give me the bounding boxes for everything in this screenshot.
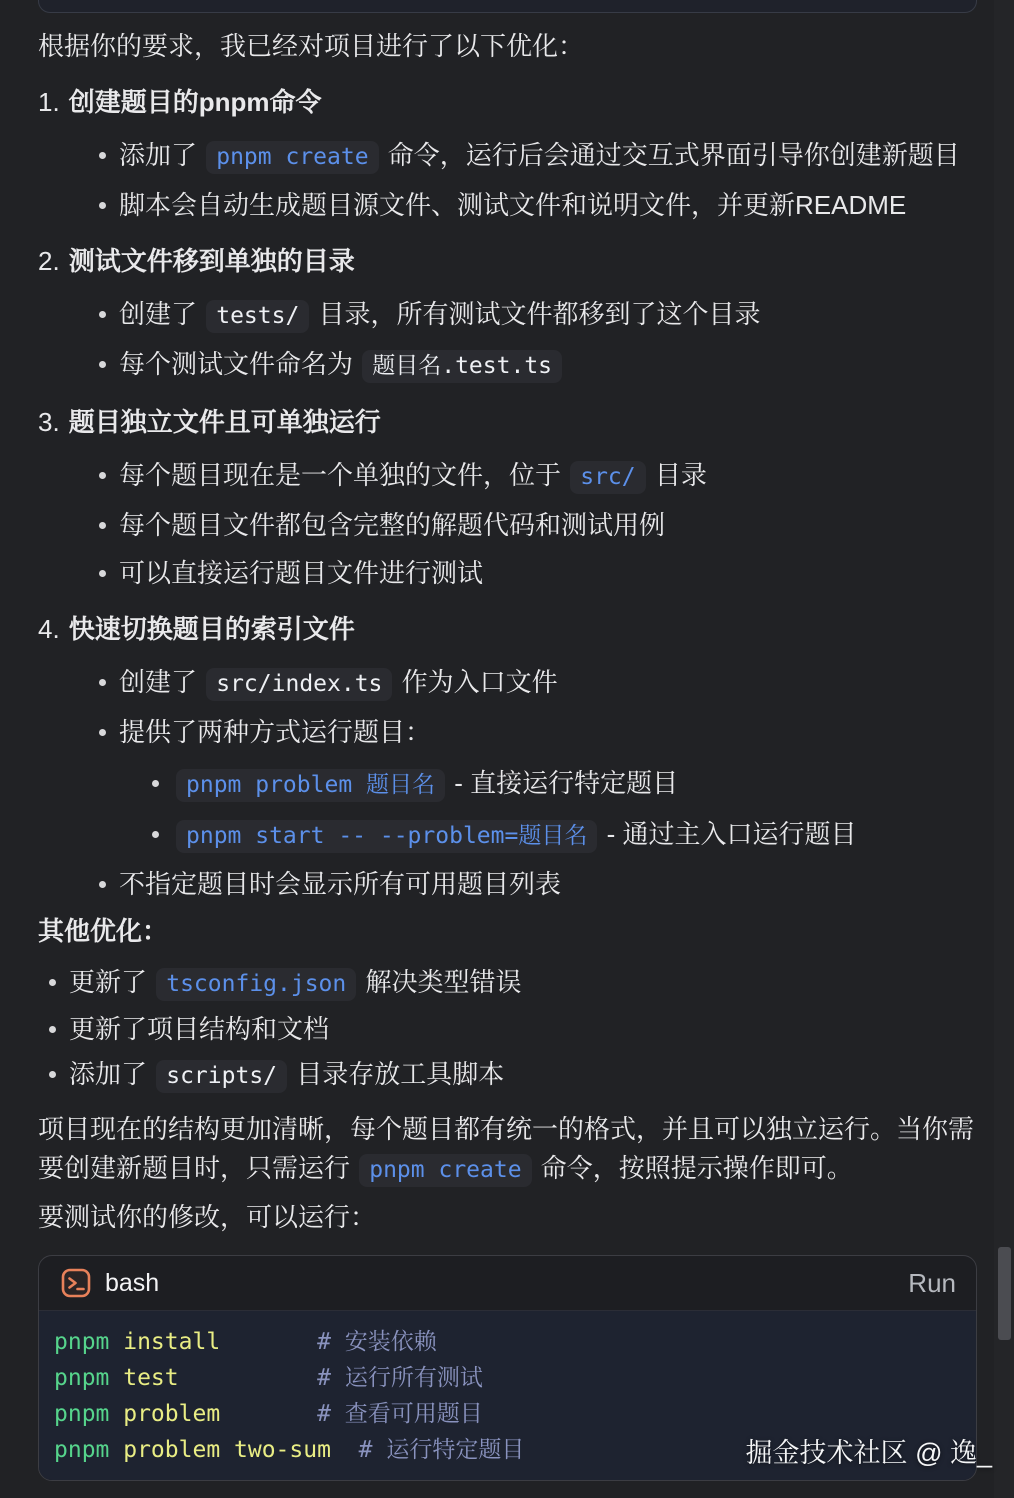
optimization-list <box>38 83 976 904</box>
section-number: 1. <box>38 87 60 117</box>
bullet-text: 不指定题目时会显示所有可用题目列表 <box>119 869 562 899</box>
section-4-bullets <box>98 663 976 904</box>
bullet-text: - 直接运行特定题目 <box>447 768 679 798</box>
section-3-bullets <box>98 456 976 593</box>
summary-paragraph <box>38 1110 976 1190</box>
inline-code: src/ <box>570 461 645 494</box>
bullet-text: 解决类型错误 <box>358 967 522 997</box>
bullet-text: 命令，运行后会通过交互式界面引导你创建新题目 <box>380 140 960 170</box>
inline-code: 题目名.test.ts <box>362 350 562 383</box>
code-line: pnpm install # 安装依赖 <box>54 1329 437 1355</box>
list-item <box>98 295 976 336</box>
inline-code: pnpm start -- --problem=题目名 <box>176 820 597 853</box>
previous-code-block-edge <box>38 0 977 13</box>
message-body <box>0 13 1014 1237</box>
intro-paragraph: 根据你的要求，我已经对项目进行了以下优化： <box>38 31 585 61</box>
bullet-text: 添加了 <box>69 1059 155 1089</box>
inline-code: pnpm create <box>359 1154 531 1187</box>
list-item <box>98 865 976 904</box>
list-item <box>98 554 976 593</box>
code-line: pnpm problem two-sum # 运行特定题目 <box>54 1437 525 1463</box>
inline-code: tsconfig.json <box>156 968 356 1001</box>
bullet-text: 提供了两种方式运行题目： <box>119 717 432 747</box>
section-number: 2. <box>38 246 60 276</box>
other-optimizations-list <box>48 963 976 1096</box>
inline-code: tests/ <box>206 300 309 333</box>
bullet-text: 脚本会自动生成题目源文件、测试文件和说明文件，并更新README <box>119 190 907 220</box>
scrollbar-thumb[interactable] <box>998 1247 1011 1340</box>
list-item <box>48 1055 976 1096</box>
run-methods-sublist <box>151 764 976 856</box>
section-title: 快速切换题目的索引文件 <box>68 614 355 644</box>
list-item <box>151 815 976 856</box>
inline-code: pnpm problem 题目名 <box>176 769 445 802</box>
list-item <box>98 136 976 177</box>
bullet-text: 目录存放工具脚本 <box>289 1059 505 1089</box>
list-item <box>98 506 976 545</box>
section-3 <box>38 403 976 593</box>
test-hint-paragraph: 要测试你的修改，可以运行： <box>38 1202 377 1232</box>
bullet-text: 每个测试文件命名为 <box>119 349 361 379</box>
list-item <box>98 345 976 386</box>
inline-code: src/index.ts <box>206 668 392 701</box>
bullet-text: 作为入口文件 <box>394 667 558 697</box>
bullet-text: 每个题目现在是一个单独的文件，位于 <box>119 460 569 490</box>
bullet-text: 目录 <box>647 460 707 490</box>
summary-text: 命令，按照提示操作即可。 <box>533 1153 853 1183</box>
section-1-bullets <box>98 136 976 225</box>
section-title: 题目独立文件且可单独运行 <box>68 407 381 437</box>
bullet-text: 每个题目文件都包含完整的解题代码和测试用例 <box>119 510 666 540</box>
list-item <box>151 764 976 805</box>
bullet-text: 更新了 <box>69 967 155 997</box>
code-language-label: bash <box>105 1269 160 1297</box>
list-item <box>98 663 976 704</box>
list-item <box>48 1010 976 1049</box>
section-2-bullets <box>98 295 976 386</box>
run-button[interactable]: Run <box>908 1268 956 1298</box>
section-number: 3. <box>38 407 60 437</box>
list-item <box>48 963 976 1004</box>
summary-text: 项目现在的结构更加清晰，每个题目都有统一的格式，并且可以独立运行。当你需要创建新题目时，只需运行 <box>38 1114 975 1183</box>
code-block-header <box>39 1256 976 1310</box>
list-item <box>98 186 976 225</box>
bullet-text: 更新了项目结构和文档 <box>69 1014 330 1044</box>
section-title: 测试文件移到单独的目录 <box>68 246 355 276</box>
bullet-text: 创建了 <box>119 667 205 697</box>
section-4 <box>38 610 976 904</box>
watermark: 掘金技术社区 @ 逸_ <box>745 1438 992 1468</box>
code-line: pnpm problem # 查看可用题目 <box>54 1401 483 1427</box>
section-number: 4. <box>38 614 60 644</box>
terminal-icon <box>61 1268 91 1298</box>
section-1 <box>38 83 976 225</box>
section-2 <box>38 242 976 386</box>
bullet-text: 添加了 <box>119 140 205 170</box>
other-optimizations-title: 其他优化： <box>38 916 169 946</box>
code-line: pnpm test # 运行所有测试 <box>54 1365 483 1391</box>
bullet-text: 创建了 <box>119 299 205 329</box>
list-item <box>98 456 976 497</box>
bullet-text: 可以直接运行题目文件进行测试 <box>119 558 484 588</box>
list-item <box>98 713 976 856</box>
bullet-text: - 通过主入口运行题目 <box>599 819 857 849</box>
inline-code: scripts/ <box>156 1060 287 1093</box>
section-title: 创建题目的pnpm命令 <box>68 87 322 117</box>
bullet-text: 目录，所有测试文件都移到了这个目录 <box>311 299 761 329</box>
inline-code: pnpm create <box>206 141 378 174</box>
